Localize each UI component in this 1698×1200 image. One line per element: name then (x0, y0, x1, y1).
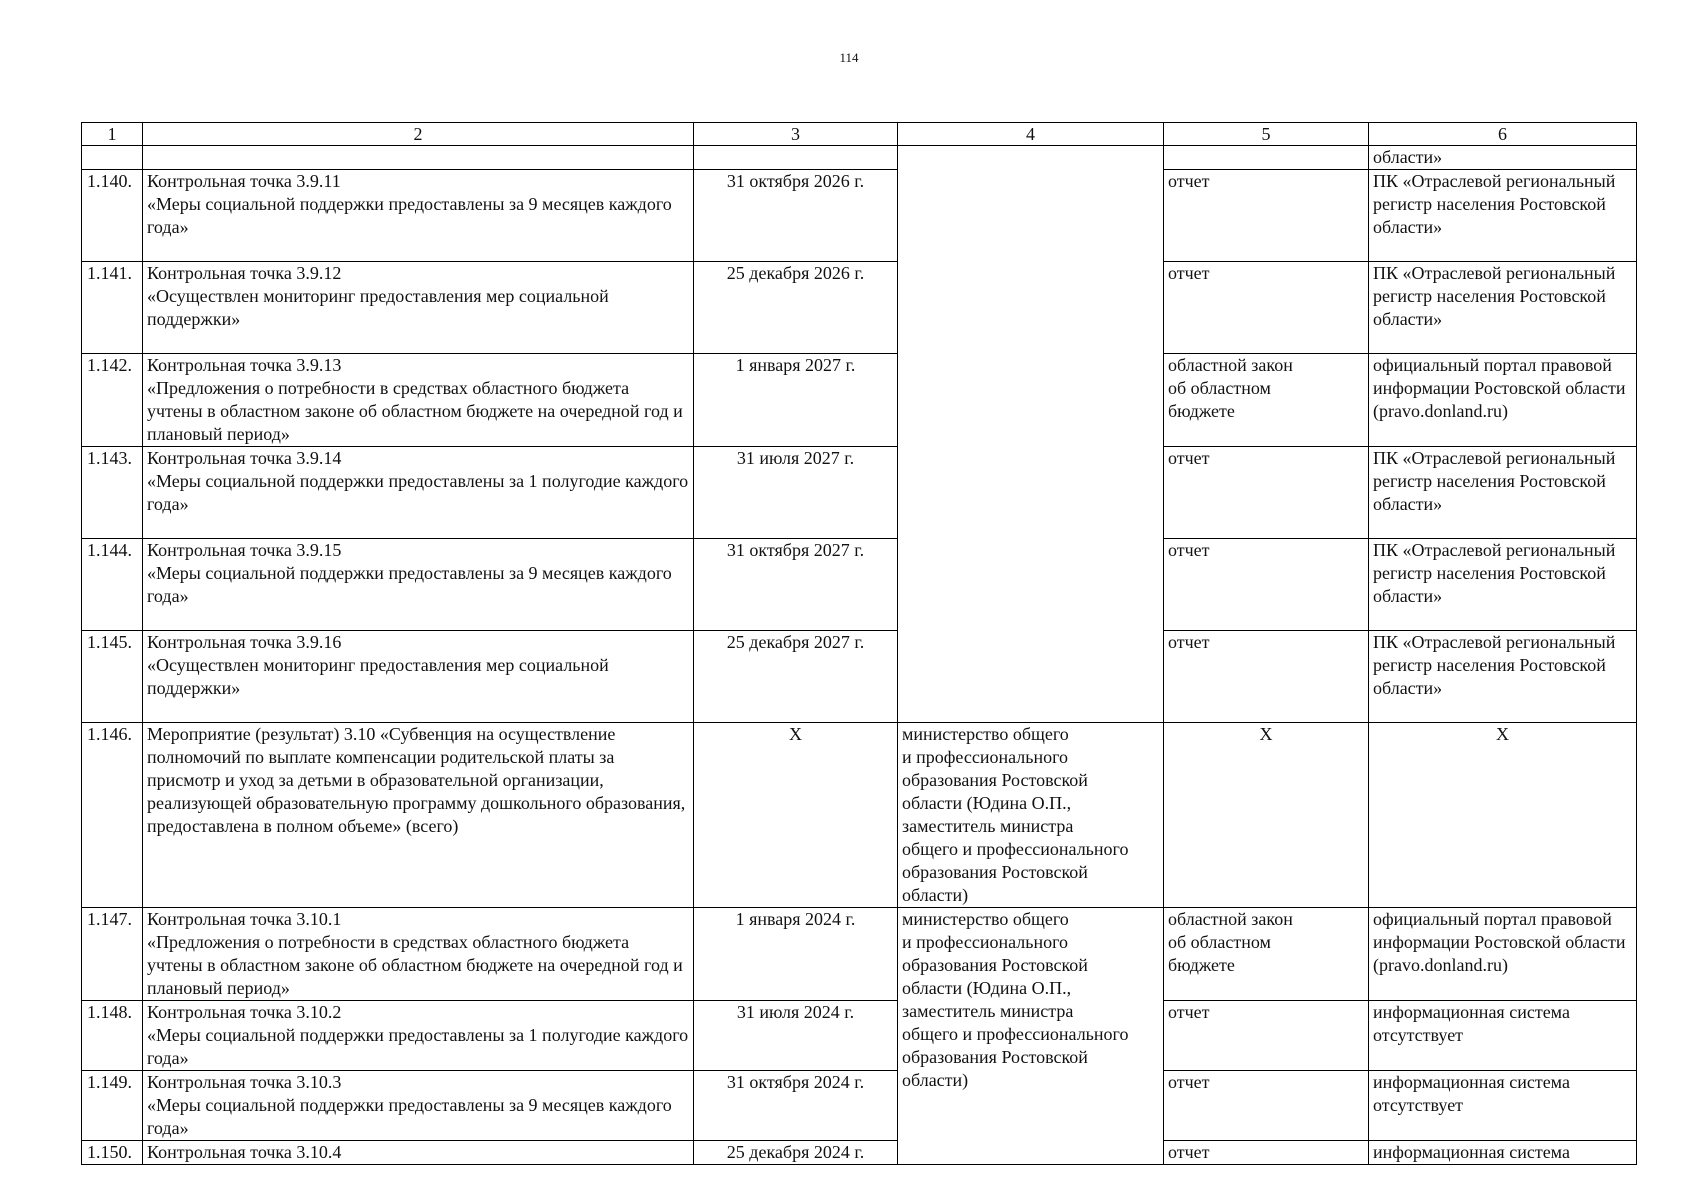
cell-date: 31 октября 2026 г. (694, 170, 898, 262)
cell-num: 1.150. (82, 1141, 143, 1165)
column-header: 3 (694, 123, 898, 146)
table-row (82, 539, 1637, 631)
page-number: 114 (839, 50, 859, 65)
cell-doc: X (1164, 723, 1369, 908)
cell-system: информационная система (1369, 1141, 1637, 1165)
cell-date: X (694, 723, 898, 908)
cell-doc: отчет (1164, 1141, 1369, 1165)
table-row (82, 1141, 1637, 1165)
table-row (82, 908, 1637, 1001)
cell-date: 25 декабря 2024 г. (694, 1141, 898, 1165)
cell-name (143, 146, 694, 170)
cell-doc: отчет (1164, 631, 1369, 723)
table-row (82, 447, 1637, 539)
cell-num: 1.147. (82, 908, 143, 1001)
cell-doc: отчет (1164, 170, 1369, 262)
cell-system: официальный портал правовой информации Ростовской области (pravo.donland.ru) (1369, 354, 1637, 447)
table-row (82, 723, 1637, 908)
table-row (82, 1001, 1637, 1071)
cell-date: 1 января 2024 г. (694, 908, 898, 1001)
cell-name: Контрольная точка 3.10.2 «Меры социальной поддержки предоставлены за 1 полугодие каждого года» (143, 1001, 694, 1071)
cell-num: 1.141. (82, 262, 143, 354)
table-header-row (82, 123, 1637, 146)
table-row (82, 354, 1637, 447)
cell-system: информационная система отсутствует (1369, 1071, 1637, 1141)
cell-date: 31 октября 2024 г. (694, 1071, 898, 1141)
column-header: 1 (82, 123, 143, 146)
cell-system: ПК «Отраслевой региональный регистр населения Ростовской области» (1369, 447, 1637, 539)
column-header: 5 (1164, 123, 1369, 146)
column-header: 2 (143, 123, 694, 146)
cell-doc: областной закон об областном бюджете (1164, 908, 1369, 1001)
cell-date: 25 декабря 2027 г. (694, 631, 898, 723)
cell-system: области» (1369, 146, 1637, 170)
cell-name: Контрольная точка 3.10.4 (143, 1141, 694, 1165)
cell-doc: областной закон об областном бюджете (1164, 354, 1369, 447)
cell-date (694, 146, 898, 170)
cell-name: Контрольная точка 3.10.1 «Предложения о потребности в средствах областного бюджета учтены в областном законе об областном бюджете на очередной год и плановый период» (143, 908, 694, 1001)
cell-name: Контрольная точка 3.9.14 «Меры социальной поддержки предоставлены за 1 полугодие каждого года» (143, 447, 694, 539)
cell-doc: отчет (1164, 262, 1369, 354)
cell-date: 1 января 2027 г. (694, 354, 898, 447)
cell-executor: министерство общего и профессионального образования Ростовской области (Юдина О.П., заместитель министра общего и профессионального образования Ростовской области) (898, 723, 1164, 908)
column-header: 6 (1369, 123, 1637, 146)
cell-system: ПК «Отраслевой региональный регистр населения Ростовской области» (1369, 170, 1637, 262)
cell-name: Контрольная точка 3.9.13 «Предложения о потребности в средствах областного бюджета учтены в областном законе об областном бюджете на очередной год и плановый период» (143, 354, 694, 447)
cell-system: официальный портал правовой информации Ростовской области (pravo.donland.ru) (1369, 908, 1637, 1001)
cell-doc: отчет (1164, 1071, 1369, 1141)
cell-num: 1.143. (82, 447, 143, 539)
cell-name: Контрольная точка 3.9.12 «Осуществлен мониторинг предоставления мер социальной поддержки» (143, 262, 694, 354)
cell-num: 1.142. (82, 354, 143, 447)
cell-doc: отчет (1164, 1001, 1369, 1071)
cell-name: Контрольная точка 3.9.11 «Меры социальной поддержки предоставлены за 9 месяцев каждого года» (143, 170, 694, 262)
cell-date: 31 октября 2027 г. (694, 539, 898, 631)
table-row (82, 262, 1637, 354)
cell-name: Контрольная точка 3.10.3 «Меры социальной поддержки предоставлены за 9 месяцев каждого года» (143, 1071, 694, 1141)
control-points-table (81, 122, 1637, 1165)
cell-doc: отчет (1164, 447, 1369, 539)
cell-doc: отчет (1164, 539, 1369, 631)
cell-executor-block-1 (898, 146, 1164, 723)
cell-system: ПК «Отраслевой региональный регистр населения Ростовской области» (1369, 539, 1637, 631)
cell-date: 25 декабря 2026 г. (694, 262, 898, 354)
cell-num (82, 146, 143, 170)
cell-system: ПК «Отраслевой региональный регистр населения Ростовской области» (1369, 262, 1637, 354)
cell-num: 1.140. (82, 170, 143, 262)
column-header: 4 (898, 123, 1164, 146)
cell-name: Контрольная точка 3.9.16 «Осуществлен мониторинг предоставления мер социальной поддержки» (143, 631, 694, 723)
continuation-row (82, 146, 1637, 170)
cell-system: информационная система отсутствует (1369, 1001, 1637, 1071)
table-row (82, 170, 1637, 262)
cell-num: 1.145. (82, 631, 143, 723)
cell-doc (1164, 146, 1369, 170)
cell-date: 31 июля 2027 г. (694, 447, 898, 539)
table-row (82, 631, 1637, 723)
cell-name: Мероприятие (результат) 3.10 «Субвенция на осуществление полномочий по выплате компенсации родительской платы за присмотр и уход за детьми в образовательной организации, реализующей образовательную программу дошкольного образования, предоставлена в полном объеме» (всего) (143, 723, 694, 908)
cell-num: 1.146. (82, 723, 143, 908)
cell-name: Контрольная точка 3.9.15 «Меры социальной поддержки предоставлены за 9 месяцев каждого года» (143, 539, 694, 631)
cell-num: 1.148. (82, 1001, 143, 1071)
table-row (82, 1071, 1637, 1141)
cell-executor-block-2: министерство общего и профессионального образования Ростовской области (Юдина О.П., заместитель министра общего и профессионального образования Ростовской области) (898, 908, 1164, 1165)
cell-system: ПК «Отраслевой региональный регистр населения Ростовской области» (1369, 631, 1637, 723)
cell-num: 1.149. (82, 1071, 143, 1141)
cell-system: X (1369, 723, 1637, 908)
cell-num: 1.144. (82, 539, 143, 631)
cell-date: 31 июля 2024 г. (694, 1001, 898, 1071)
